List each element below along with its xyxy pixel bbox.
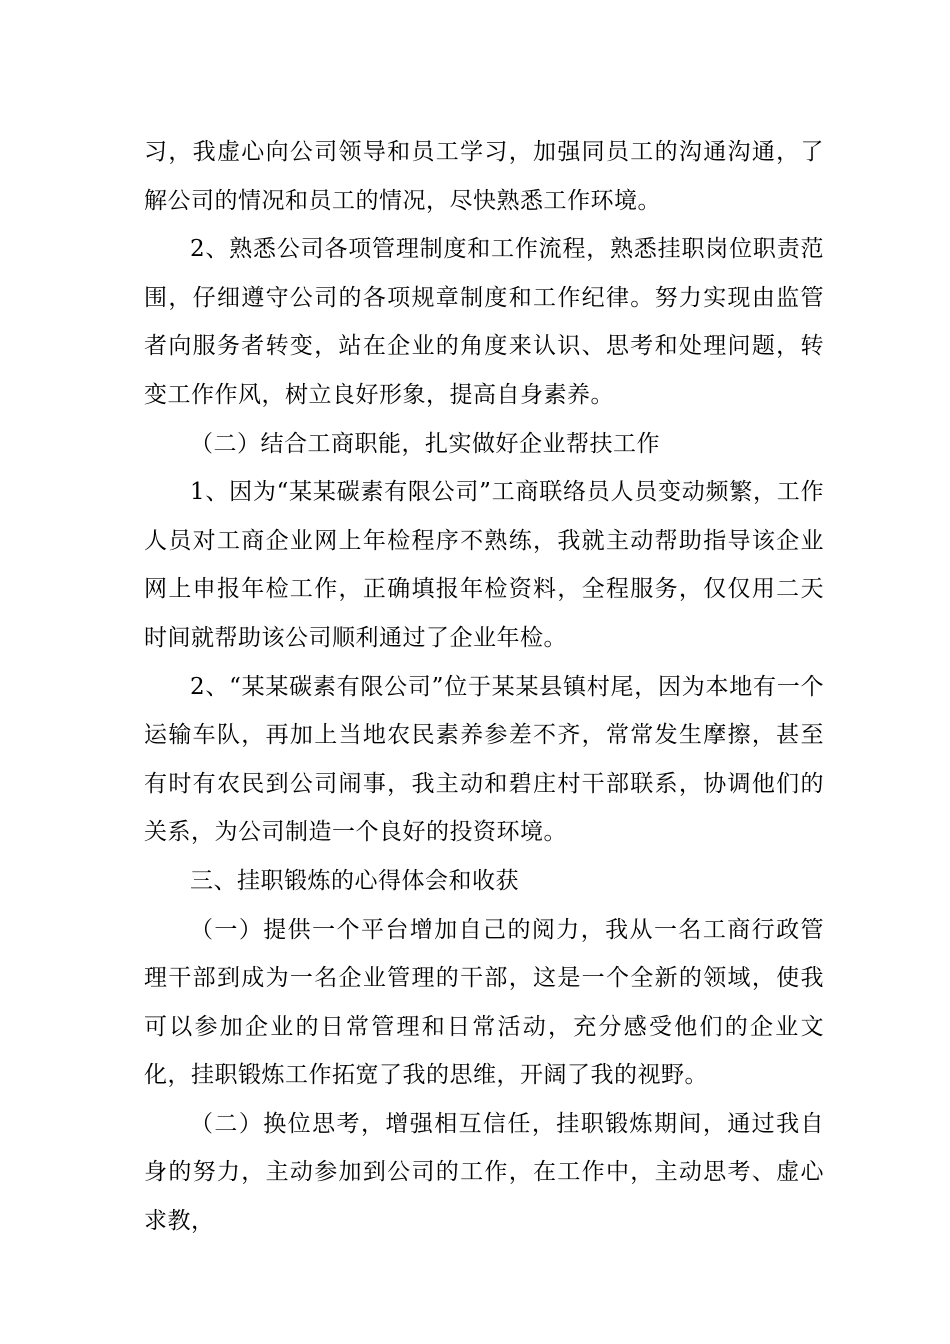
paragraph-1: 习，我虚心向公司领导和员工学习，加强同员工的沟通沟通，了解公司的情况和员工的情况，尽快熟悉工作环境。 xyxy=(144,139,824,214)
paragraph-5: （一）提供一个平台增加自己的阅力，我从一名工商行政管理干部到成为一名企业管理的干部，这是一个全新的领域，使我可以参加企业的日常管理和日常活动，充分感受他们的企业文化，挂职锻炼工作拓宽了我的思维，开阔了我的视野。 xyxy=(144,916,824,1089)
paragraph-3: 1、因为“某某碳素有限公司”工商联络员人员变动频繁，工作人员对工商企业网上年检程序不熟练，我就主动帮助指导该企业网上申报年检工作，正确填报年检资料，全程服务，仅仅用二天时间就帮助该公司顺利通过了企业年检。 xyxy=(144,479,824,651)
section-heading-3: 三、挂职锻炼的心得体会和收获 xyxy=(190,867,519,894)
section-heading-2: （二）结合工商职能，扎实做好企业帮扶工作 xyxy=(190,430,660,457)
paragraph-4: 2、“某某碳素有限公司”位于某某县镇村尾，因为本地有一个运输车队，再加上当地农民素养参差不齐，常常发生摩擦，甚至有时有农民到公司闹事，我主动和碧庄村干部联系，协调他们的关系，为公司制造一个良好的投资环境。 xyxy=(144,673,824,846)
paragraph-6: （二）换位思考，增强相互信任，挂职锻炼期间，通过我自身的努力，主动参加到公司的工作，在工作中，主动思考、虚心求教， xyxy=(144,1110,824,1235)
paragraph-2: 2、熟悉公司各项管理制度和工作流程，熟悉挂职岗位职责范围，仔细遵守公司的各项规章制度和工作纪律。努力实现由监管者向服务者转变，站在企业的角度来认识、思考和处理问题，转变工作作风，树立良好形象，提高自身素养。 xyxy=(144,236,824,408)
document-body xyxy=(144,128,824,1246)
